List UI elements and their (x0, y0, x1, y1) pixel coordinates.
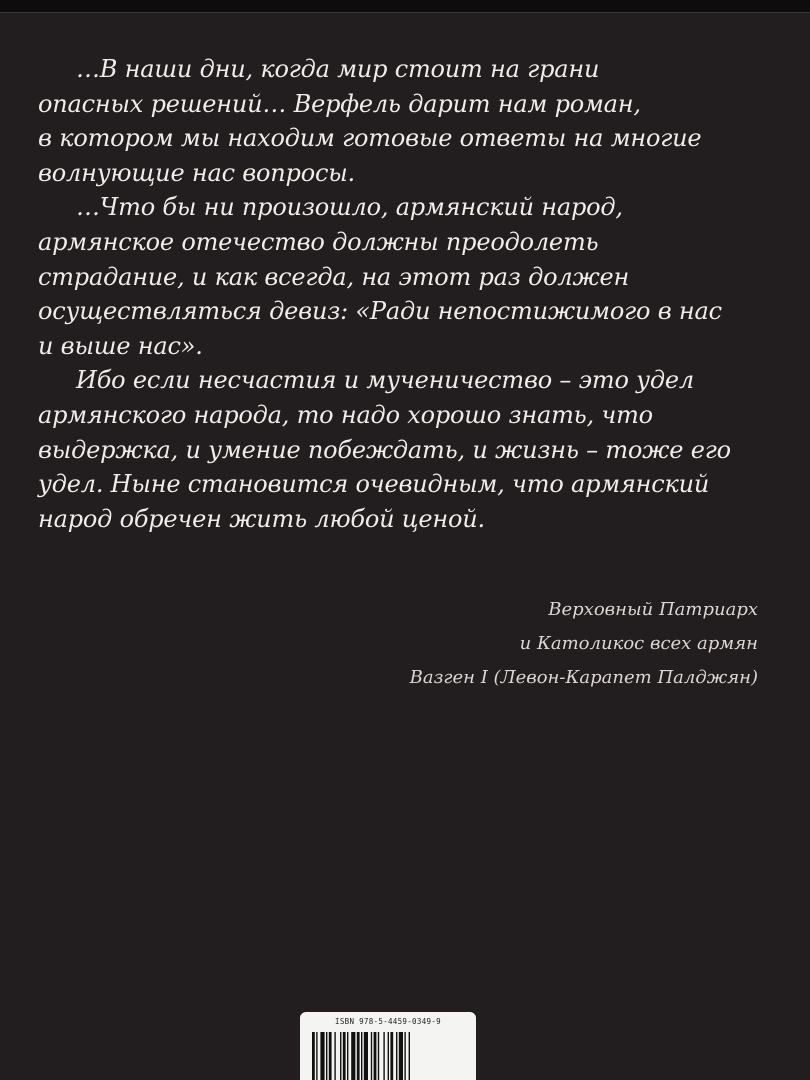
signature-name: Вазген I (Левон-Карапет Палджян) (409, 667, 758, 688)
signature-role: и Католикос всех армян (519, 633, 758, 654)
quote-line: опасных решений… Верфель дарит нам роман, (38, 89, 641, 118)
quote-line: осуществляться девиз: «Ради непостижимого в нас (38, 297, 722, 326)
quote-line: страдание, и как всегда, на этот раз должен (38, 262, 630, 291)
top-edge-band (0, 0, 810, 13)
quote-line: армянского народа, то надо хорошо знать, что (38, 400, 653, 429)
signature-title: Верховный Патриарх (548, 599, 758, 620)
quote-line: в котором мы находим готовые ответы на многие (38, 124, 702, 153)
quote-line: …В наши дни, когда мир стоит на грани (76, 55, 600, 83)
quote-line: армянское отечество должны преодолеть (38, 227, 599, 256)
quote-line: волнующие нас вопросы. (38, 158, 355, 187)
quote-line: Ибо если несчастия и мученичество – это удел (76, 366, 694, 395)
isbn-number: ISBN 978-5-4459-0349-9 (335, 1017, 441, 1026)
quote-line: народ обречен жить любой ценой. (38, 504, 485, 533)
barcode-icon (312, 1032, 464, 1080)
quote-text (38, 52, 763, 536)
quote-line: и выше нас». (38, 331, 203, 360)
quote-line: удел. Ныне становится очевидным, что армянский (38, 470, 710, 499)
signature-block (358, 593, 758, 695)
quote-line: выдержка, и умение побеждать, и жизнь – тоже его (38, 435, 731, 464)
isbn-barcode (300, 1012, 476, 1080)
quote-line: …Что бы ни произошло, армянский народ, (76, 193, 623, 222)
